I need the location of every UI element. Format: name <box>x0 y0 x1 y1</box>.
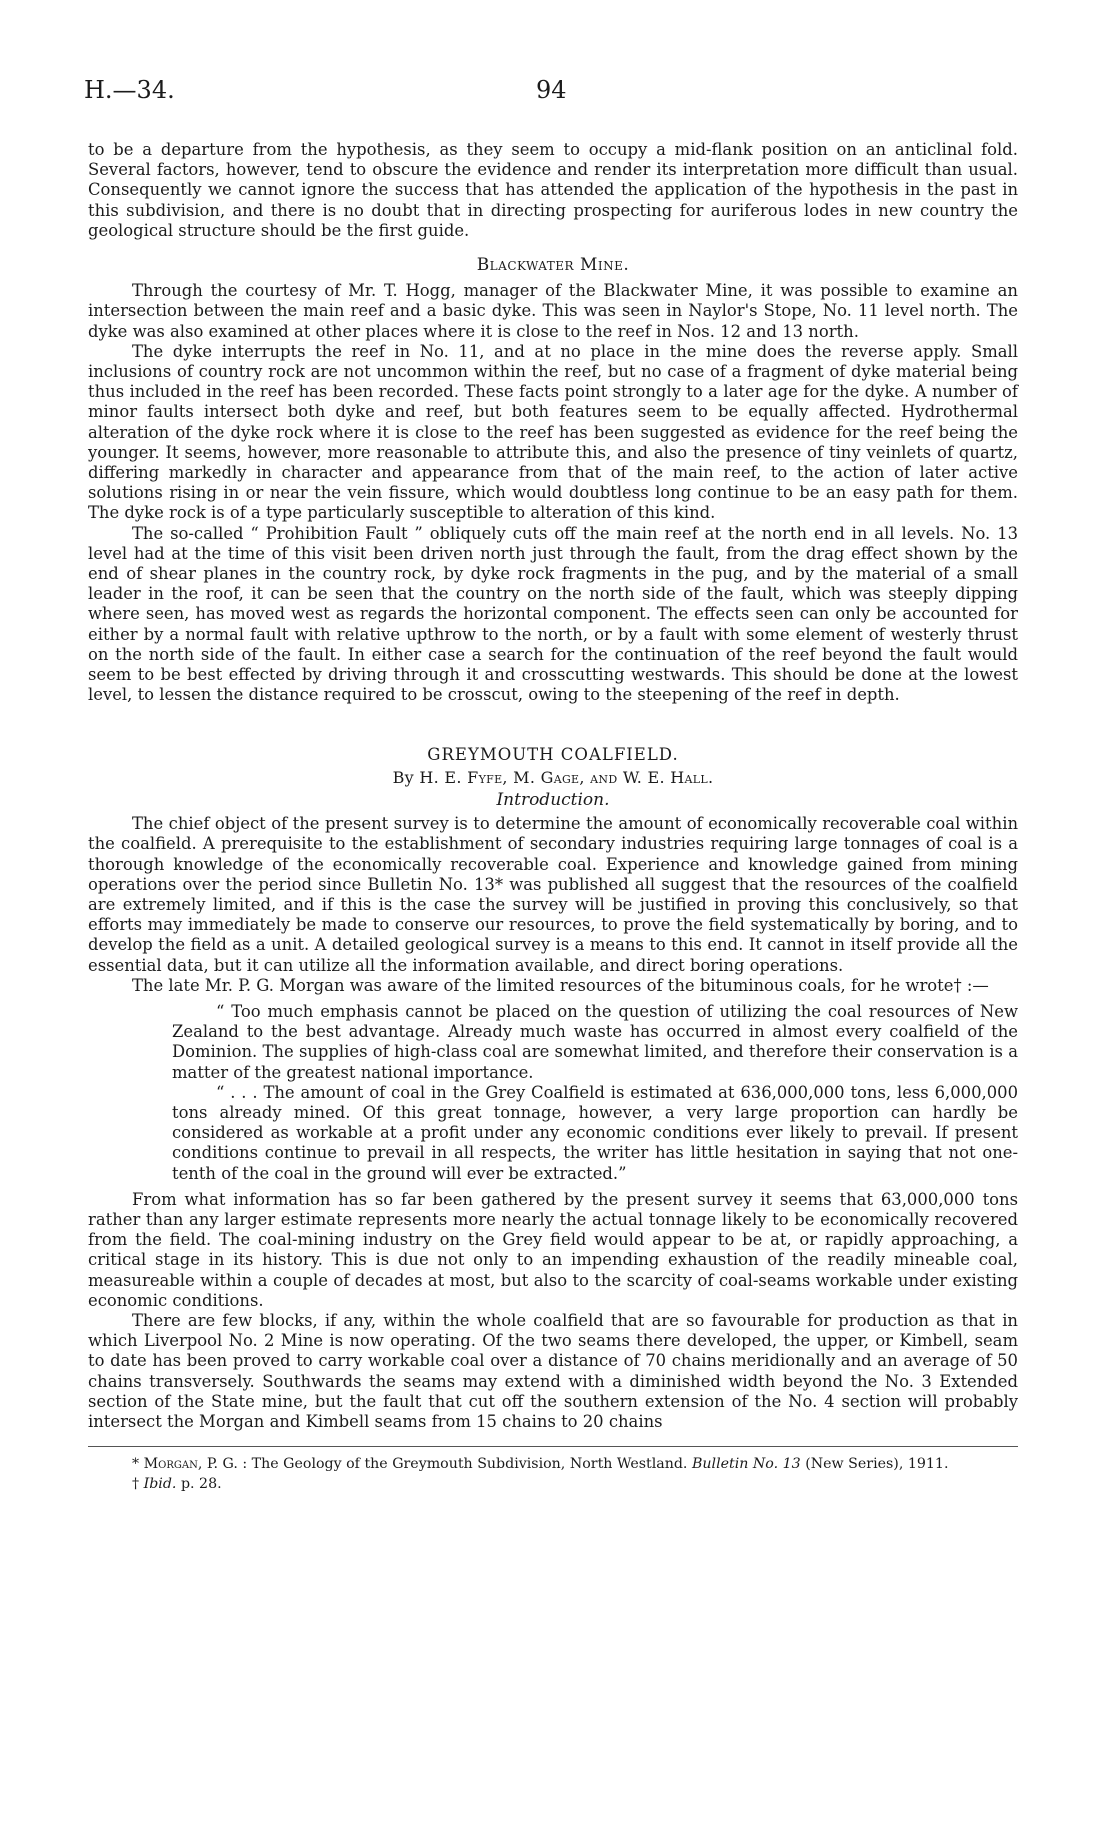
page-number: 94 <box>536 76 567 104</box>
blackwater-heading: Blackwater Mine. <box>476 255 630 276</box>
section-title: GREYMOUTH COALFIELD. <box>427 745 679 765</box>
footnote-text: : The Geology of the Greymouth Subdivision, North Westland. <box>242 1456 688 1473</box>
footnote-page: p. 28. <box>180 1476 222 1493</box>
page-header <box>84 76 1024 110</box>
paragraph: There are few blocks, if any, within the whole coalfield that are so favourable for production as that in which Liverpool No. 2 Mine is now operating. Of the two seams there developed, the upper, or Kimbell, seam to date has been proved to carry workable coal over a distance of 70 chains meridionally and an average of 50 chains transversely. Southwards the seams may extend with a diminished width beyond the No. 3 Extended section of the State mine, but the fault that cut off the southern extension of the No. 4 section will probably intersect the Morgan and Kimbell seams from 15 chains to 20 chains <box>88 1310 1018 1431</box>
footnote-series: Bulletin No. 13 <box>691 1456 801 1473</box>
footnote-author: Morgan, P. G. <box>143 1456 238 1473</box>
paragraph: From what information has so far been gathered by the present survey it seems that 63,000,000 tons rather than any larger estimate represents more nearly the actual tonnage likely to be economically recovered from the field. The coal-mining industry on the Grey field would appear to be at, or rapidly approaching, a critical stage in its history. This is due not only to an impending exhaustion of the readily mineable coal, measureable within a couple of decades at most, but also to the scarcity of coal-seams workable under existing economic conditions. <box>88 1189 1018 1310</box>
footnote-divider <box>88 1446 1018 1447</box>
footnote-2 <box>88 1475 1018 1493</box>
paragraph: The dyke interrupts the reef in No. 11, and at no place in the mine does the reverse apply. Small inclusions of country rock are not uncommon within the reef, but no case of a fragment of dyke material being thus included in the reef has been recorded. These facts point strongly to a later age for the dyke. A number of minor faults intersect both dyke and reef, but both features seem to be equally affected. Hydrothermal alteration of the dyke rock where it is close to the reef has been suggested as evidence for the reef being the younger. It seems, however, more reasonable to attribute this, and also the presence of tiny veinlets of quartz, differing markedly in character and appearance from that of the main reef, to the action of later active solutions rising in or near the vein fissure, which would doubtless long continue to be an easy path for them. The dyke rock is of a type particularly susceptible to alteration of this kind. <box>88 341 1018 523</box>
paragraph: The chief object of the present survey is to determine the amount of economically recoverable coal within the coalfield. A prerequisite to the establishment of secondary industries requiring large tonnages of coal is a thorough knowledge of the economically recoverable coal. Experience and knowledge gained from mining operations over the period since Bulletin No. 13* was published all suggest that the resources of the coalfield are extremely limited, and if this is the case the survey will be justified in proving this conclusively, so that efforts may immediately be made to conserve our resources, to prove the field systematically by boring, and to develop the field as a unit. A detailed geological survey is a means to this end. It cannot in itself provide all the essential data, but it can utilize all the information available, and direct boring operations. <box>88 814 1018 975</box>
quote-paragraph: “ . . . The amount of coal in the Grey Coalfield is estimated at 636,000,000 tons, less 6,000,000 tons already mined. Of this great tonnage, however, a very large proportion can hardly be considered as workable at a profit under any economic conditions ever likely to prevail. If present conditions continue to prevail in all respects, the writer has little hesitation in saying that not one-tenth of the coal in the ground will ever be extracted.” <box>172 1082 1018 1183</box>
paragraph: The so-called “ Prohibition Fault ” obliquely cuts off the main reef at the north end in all levels. No. 13 level had at the time of this visit been driven north just through the fault, from the drag effect shown by the end of shear planes in the country rock, by dyke rock fragments in the pug, and by the material of a small leader in the roof, it can be seen that the country on the north side of the fault, which was steeply dipping where seen, has moved west as regards the horizontal component. The effects seen can only be accounted for either by a normal fault with relative upthrow to the north, or by a fault with some element of westerly thrust on the north side of the fault. In either case a search for the continuation of the reef beyond the fault would seem to be best effected by driving through it and crosscutting westwards. This should be done at the lowest level, to lessen the distance required to be crosscut, owing to the steepening of the reef in depth. <box>88 523 1018 705</box>
footnote-ibid: Ibid. <box>143 1476 177 1493</box>
footnote-suffix: (New Series), 1911. <box>805 1456 949 1473</box>
page-body <box>88 140 1018 1493</box>
footnote-marker: * <box>132 1456 140 1473</box>
author-names: H. E. Fyfe, M. Gage, and W. E. Hall. <box>419 767 714 787</box>
footnote-marker: † <box>132 1476 140 1493</box>
document-reference: H.—34. <box>84 76 175 104</box>
footnote-1 <box>88 1455 1018 1473</box>
author-byline <box>88 768 1018 788</box>
paragraph: Through the courtesy of Mr. T. Hogg, manager of the Blackwater Mine, it was possible to examine an intersection between the main reef and a basic dyke. This was seen in Naylor's Stope, No. 11 level north. The dyke was also examined at other places where it is close to the reef in Nos. 12 and 13 north. <box>88 281 1018 341</box>
byline-prefix: By <box>392 767 415 787</box>
paragraph: The late Mr. P. G. Morgan was aware of the limited resources of the bituminous coals, for he wrote† :— <box>132 975 989 995</box>
block-quote <box>172 1002 1018 1184</box>
continued-paragraph: to be a departure from the hypothesis, as they seem to occupy a mid-flank position on an anticlinal fold. Several factors, however, tend to obscure the evidence and render its interpretation more difficult than usual. Consequently we cannot ignore the success that has attended the application of the hypothesis in the past in this subdivision, and there is no doubt that in directing prospecting for auriferous lodes in new country the geological structure should be the first guide. <box>88 140 1018 240</box>
quote-paragraph: “ Too much emphasis cannot be placed on the question of utilizing the coal resources of New Zealand to the best advantage. Already much waste has occurred in almost every coalfield of the Dominion. The supplies of high-class coal are somewhat limited, and therefore their conservation is a matter of the greatest national importance. <box>172 1001 1018 1082</box>
subsection-heading: Introduction. <box>496 789 610 810</box>
footnotes <box>88 1455 1018 1493</box>
